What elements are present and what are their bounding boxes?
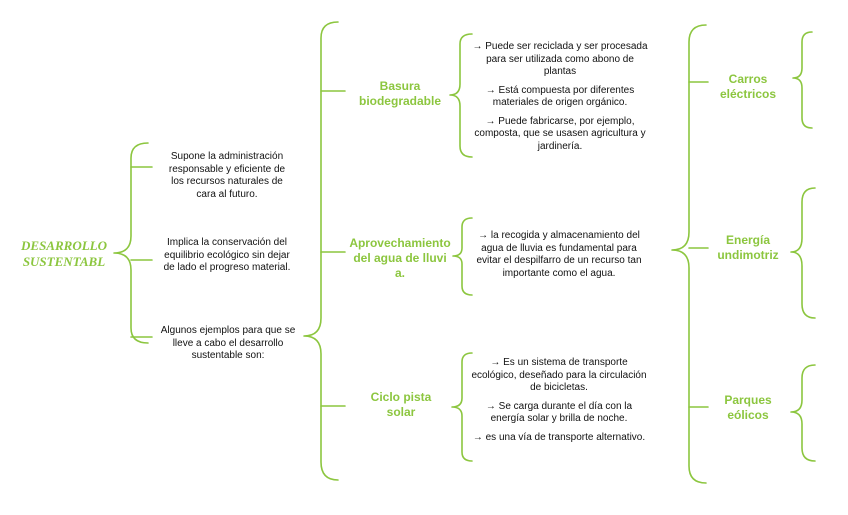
detail-basura-2: → Está compuesta por diferentes materiales de origen orgánico. (485, 84, 635, 108)
details-basura (470, 41, 650, 159)
heading-carros: Carros eléctricos (719, 72, 777, 101)
detail-agua-1: → la recogida y almacenamiento del agua de lluvia es fundamental para evitar el despilfarro de un recurso tan importante como el agua. (476, 230, 642, 279)
heading-undimotriz: Energía undimotriz (717, 233, 779, 262)
heading-agua: Aprovechamiento del agua de lluvia. (349, 236, 451, 280)
heading-eolicos: Parques eólicos (724, 393, 772, 422)
detail-ciclo-3: → es una vía de transporte alternativo. (472, 431, 646, 443)
brace-ciclo (452, 353, 472, 461)
brace-title (114, 143, 148, 343)
diagram-title (10, 238, 118, 270)
detail-basura-3: → Puede fabricarse, por ejemplo, composta, que se usasen agricultura y jardinería. (474, 115, 646, 152)
brace-more-examples (672, 25, 706, 483)
heading-ciclo: Ciclo pista solar (370, 390, 432, 419)
detail-ciclo-2: → Se carga durante el día con la energía solar y brilla de noche. (485, 400, 633, 424)
level1-text-administracion: Supone la administración responsable y eficiente de los recursos naturales de cara al futuro. (168, 151, 286, 200)
title-line-2: SUSTENTABL (22, 254, 106, 269)
level1-text-ejemplos: Algunos ejemplos para que se lleve a cabo el desarrollo sustentable son: (160, 325, 296, 361)
heading-basura: Basura biodegradable (358, 79, 441, 108)
brace-basura (450, 34, 472, 157)
details-agua (470, 230, 648, 286)
brace-eolicos (791, 365, 815, 461)
detail-basura-1: → Puede ser reciclada y ser procesada para ser utilizada como abono de plantas (472, 41, 648, 77)
brace-carros (793, 32, 812, 128)
brace-undimotriz (791, 188, 815, 318)
level1-text-conservacion: Implica la conservación del equilibrio ecológico sin dejar de lado el progreso material. (163, 237, 291, 273)
detail-ciclo-1: → Es un sistema de transporte ecológico, deseñado para la circulación de bicicletas. (471, 357, 647, 393)
title-line-1: DESARROLLO (21, 238, 107, 253)
details-ciclo (470, 357, 648, 450)
